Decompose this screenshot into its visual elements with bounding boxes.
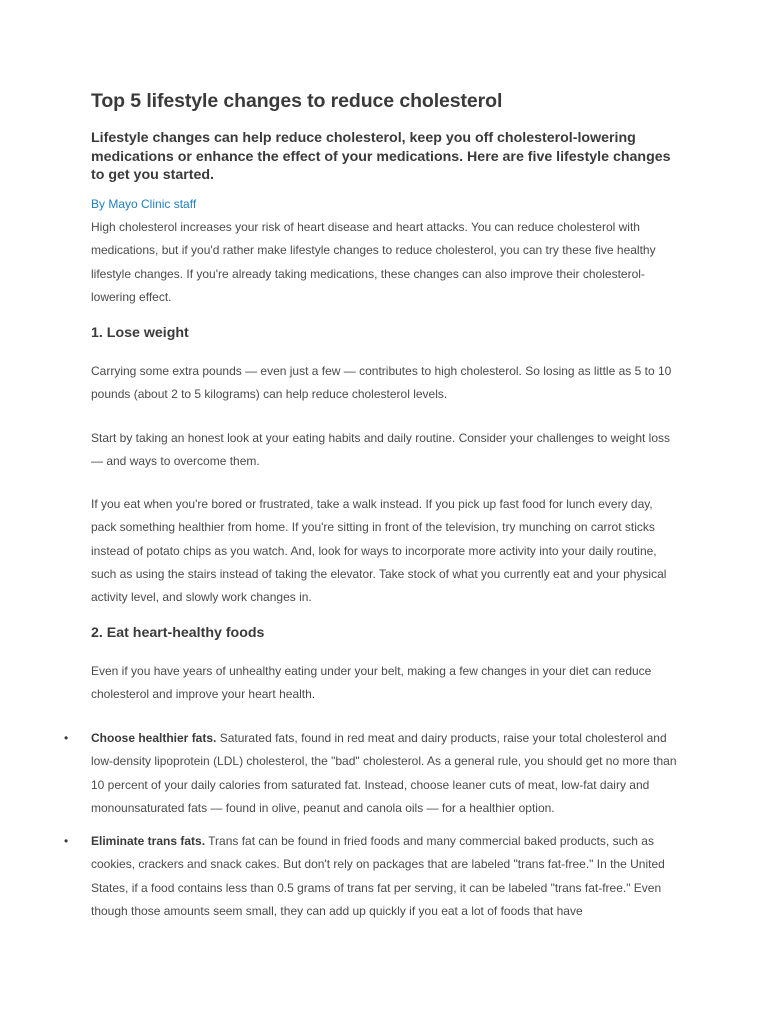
- byline-link[interactable]: By Mayo Clinic staff: [91, 197, 197, 211]
- list-item-lead: Eliminate trans fats.: [91, 834, 206, 848]
- list-item: [64, 830, 681, 923]
- article-title: Top 5 lifestyle changes to reduce cholesterol: [91, 90, 503, 112]
- section-heading-lose-weight: 1. Lose weight: [91, 325, 189, 341]
- paragraph: Start by taking an honest look at your eating habits and daily routine. Consider your challenges to weight loss — and ways to overcome them.: [91, 431, 671, 469]
- list-item-text: [91, 727, 681, 820]
- list-item-body: Trans fat can be found in fried foods and many commercial baked products, such as cookies, crackers and snack cakes. But don't rely on packages that are labeled "trans fat-free." In the United States, if a food contains less than 0.5 grams of trans fat per serving, it can be labeled "trans fat-free." Even though those amounts seem small, they can add up quickly if you eat a lot of foods that have: [91, 834, 665, 918]
- bullet-marker: •: [64, 834, 69, 848]
- list-item-body: Saturated fats, found in red meat and dairy products, raise your total cholesterol and low-density lipoprotein (LDL) cholesterol, the "bad" cholesterol. As a general rule, you should get no more than 10 percent of your daily calories from saturated fat. Instead, choose leaner cuts of meat, low-fat dairy and monounsaturated fats — found in olive, peanut and canola oils — for a healthier option.: [91, 731, 677, 815]
- list-item-lead: Choose healthier fats.: [91, 731, 217, 745]
- bullet-marker: •: [64, 731, 69, 745]
- paragraph: Carrying some extra pounds — even just a few — contributes to high cholesterol. So losing as little as 5 to 10 pounds (about 2 to 5 kilograms) can help reduce cholesterol levels.: [91, 364, 672, 402]
- section-heading-heart-healthy-foods: 2. Eat heart-healthy foods: [91, 625, 265, 641]
- list-item: [64, 727, 681, 820]
- intro-paragraph: High cholesterol increases your risk of heart disease and heart attacks. You can reduce cholesterol with medications, but if you'd rather make lifestyle changes to reduce cholesterol, you can try these five healthy lifestyle changes. If you're already taking medications, these changes can also improve their cholesterol-lowering effect.: [91, 220, 656, 304]
- paragraph: Even if you have years of unhealthy eating under your belt, making a few changes in your diet can reduce cholesterol and improve your heart health.: [91, 664, 652, 702]
- article-lead: Lifestyle changes can help reduce cholesterol, keep you off cholesterol-lowering medications or enhance the effect of your medications. Here are five lifestyle changes to get you started.: [91, 130, 671, 183]
- list-item-text: [91, 830, 681, 923]
- paragraph: If you eat when you're bored or frustrated, take a walk instead. If you pick up fast food for lunch every day, pack something healthier from home. If you're sitting in front of the television, try munching on carrot sticks instead of potato chips as you watch. And, look for ways to incorporate more activity into your daily routine, such as using the stairs instead of taking the elevator. Take stock of what you currently eat and your physical activity level, and slowly work changes in.: [91, 497, 667, 605]
